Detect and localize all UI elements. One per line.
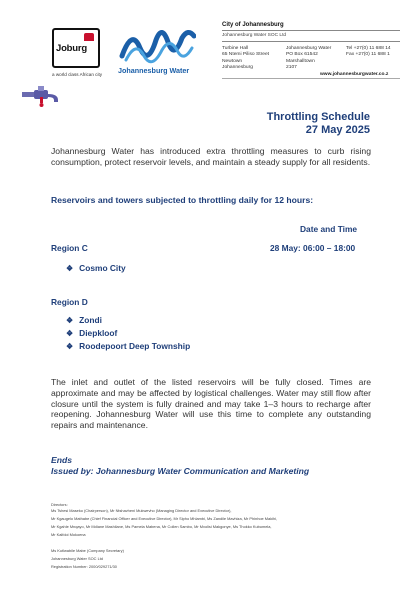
directors-label: Directors: <box>51 502 68 507</box>
region-c-schedule: 28 May: 06:00 – 18:00 <box>270 243 356 253</box>
list-item <box>66 263 126 273</box>
address-postal: Johannesburg Water PO Box 61542 Marshalltown 2107 <box>286 46 332 71</box>
bullet-diamond-icon: ❖ <box>66 316 74 325</box>
website-link[interactable]: www.johannesburgwater.co.z <box>320 72 389 77</box>
directors-line: Mr Kgaugelo Mathabe (Chief Financial Officer and Executive Director), Mr Sipho Mhlambi, Ms Zandile Mavhiza, Mr Phinhoe Makihi, <box>51 516 278 521</box>
site-name: Roodepoort Deep Township <box>79 341 191 351</box>
directors-line: Mr Kalfdoi Mokoena <box>51 532 86 537</box>
johannesburg-water-logo <box>118 26 196 64</box>
contact-numbers: Tel +27(0) 11 688 14 Fax +27(0) 11 688 1 <box>346 46 391 58</box>
company-name: Johannesburg Water SOC Ltd <box>51 556 103 561</box>
region-c-label: Region C <box>51 243 88 253</box>
registration-number: Registration Number: 2000/029271/30 <box>51 564 117 569</box>
city-name: City of Johannesburg <box>222 22 284 28</box>
directors-line: Mr Kgahle Mnqayo, Mr Mdiane Mashilane, Ms Pamela Mabena, Mr Collen Sambo, Mr Mxolisi Makgonye, Ms Thokko Kubumela, <box>51 524 272 529</box>
intro-paragraph: Johannesburg Water has introduced extra throttling measures to curb rising consumption, protect reservoir levels, and maintain a steady supply for all residents. <box>51 146 371 167</box>
site-name: Zondi <box>79 315 102 325</box>
site-name: Cosmo City <box>79 263 126 273</box>
joburg-logo-text: Joburg <box>56 43 87 54</box>
notice-title <box>267 111 370 136</box>
list-item <box>66 328 117 338</box>
date-time-heading: Date and Time <box>300 224 358 234</box>
ends-marker: Ends <box>51 455 73 465</box>
bullet-diamond-icon: ❖ <box>66 264 74 273</box>
directors-line: Ms Tshesi Maseko (Chairperson), Mr Ntshavheni Mukwevho (Managing Director and Executive Director), <box>51 508 232 513</box>
header-divider <box>222 41 400 42</box>
johannesburg-water-logo-text: Johannesburg Water <box>118 66 190 75</box>
list-item <box>66 315 102 325</box>
issued-by: Issued by: Johannesburg Water Communication and Marketing <box>51 466 310 476</box>
bullet-diamond-icon: ❖ <box>66 342 74 351</box>
company-secretary: Ms Kutlwabile Mabe (Company Secretary) <box>51 548 124 553</box>
section-subheading: Reservoirs and towers subjected to throttling daily for 12 hours: <box>51 195 314 205</box>
joburg-logo <box>52 28 100 68</box>
header-divider <box>222 78 400 79</box>
closing-paragraph: The inlet and outlet of the listed reservoirs will be fully closed. Times are approximate and may be affected by logistical challenges. Water may still flow after closure until the system is fully drained and may take 1–3 hours to recharge after reopening. Johannesburg Water will use this time to complete any outstanding repairs and maintenance. <box>51 377 371 431</box>
water-tap-icon <box>20 86 70 108</box>
crown-icon <box>84 33 94 41</box>
entity-name: Johannesburg Water SOC Ltd <box>222 33 287 38</box>
header-divider <box>222 30 400 31</box>
site-name: Diepkloof <box>79 328 118 338</box>
bullet-diamond-icon: ❖ <box>66 329 74 338</box>
region-d-label: Region D <box>51 297 88 307</box>
joburg-tagline: a world class African city <box>52 72 103 77</box>
list-item <box>66 341 190 351</box>
title-line: Throttling Schedule <box>266 111 370 123</box>
title-date: 27 May 2025 <box>305 123 370 136</box>
address-physical: Turbine Hall 65 Ntemi Piliso Street Newtown Johannesburg <box>222 46 270 71</box>
